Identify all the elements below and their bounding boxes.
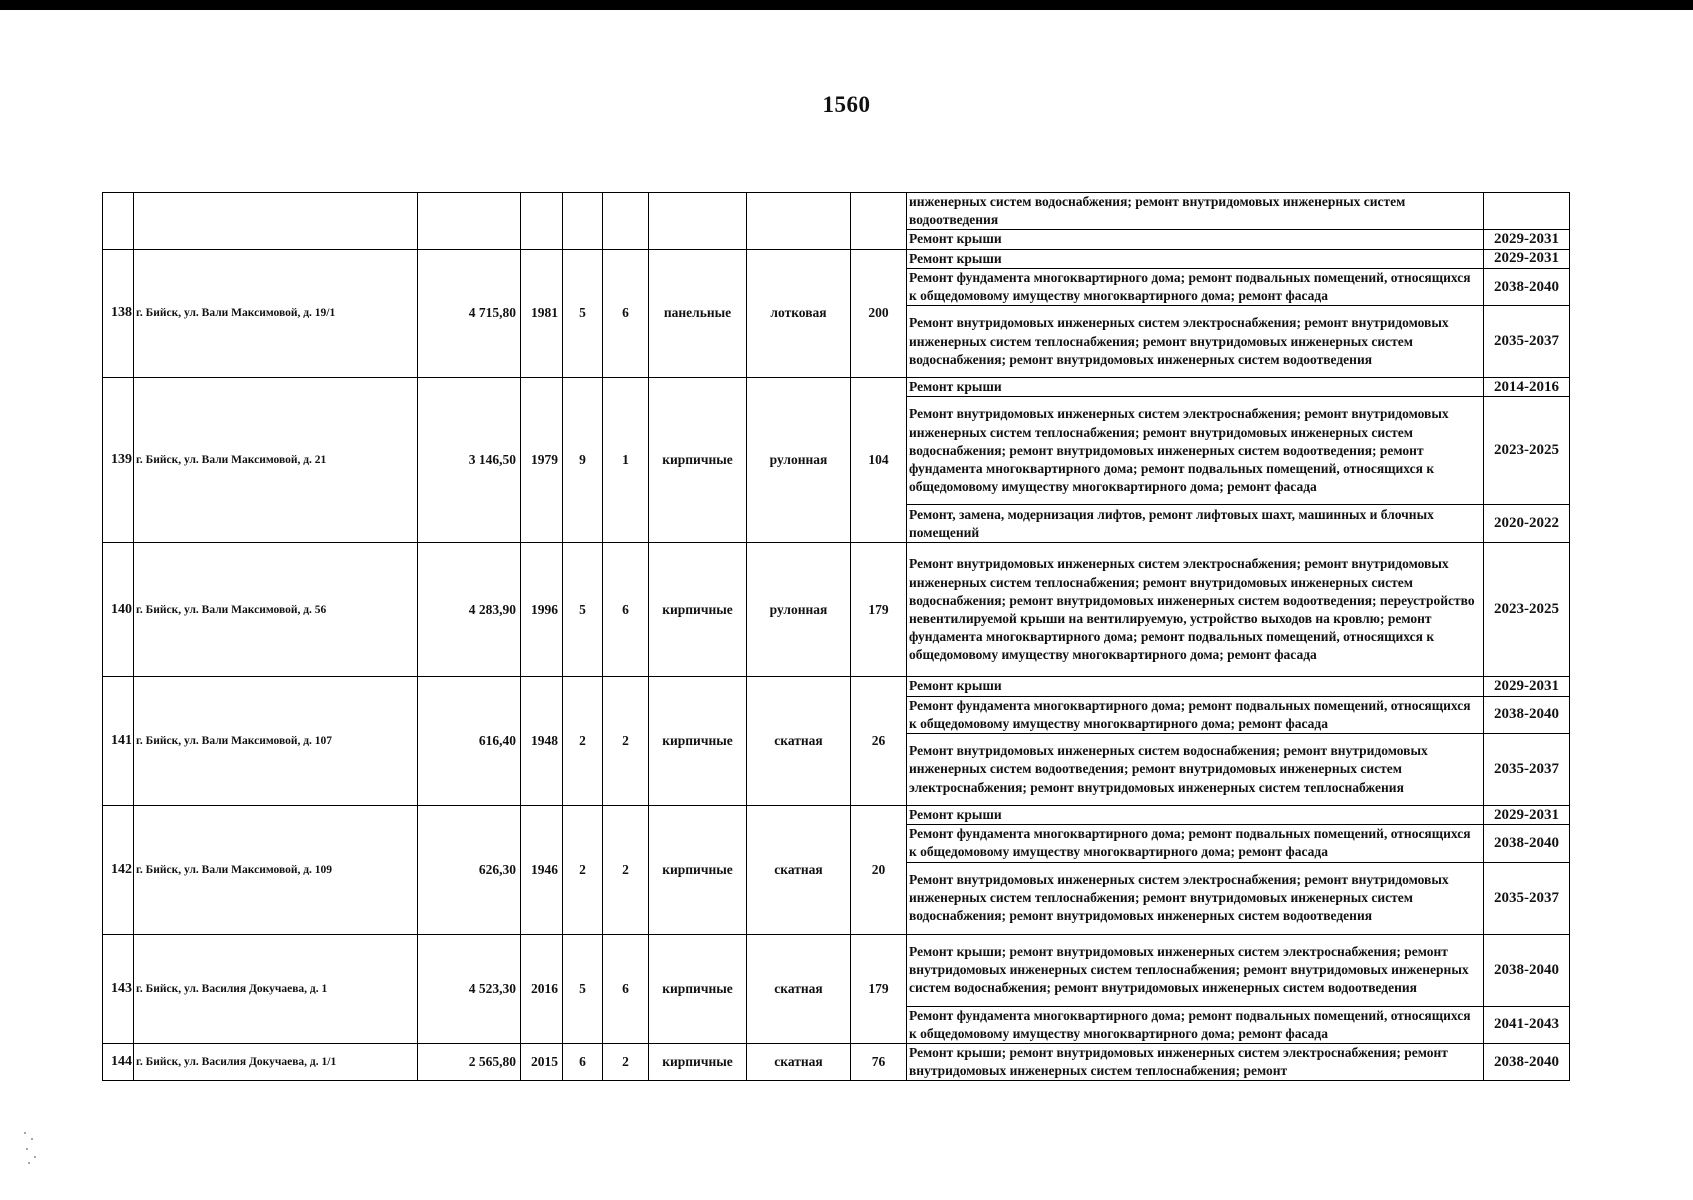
repair-work-description: Ремонт внутридомовых инженерных систем электроснабжения; ремонт внутридомовых инженерных систем теплоснабжения; ремонт внутридомовых инженерных систем водоснабжения; ремонт внутридомовых инженерных систем водоотведения; переустройство невентилируемой крыши на вентилируемую, устройство выходов на кровлю; ремонт фундамента многоквартирного дома; ремонт подвальных помещений, относящихся к общедомовому имуществу многоквартирного дома; ремонт фасада (907, 543, 1484, 677)
building-address: г. Бийск, ул. Василия Докучаева, д. 1 (134, 934, 418, 1043)
row-number: 143 (103, 934, 134, 1043)
repair-period: 2038-2040 (1484, 825, 1570, 862)
repair-period: 2020-2022 (1484, 505, 1570, 543)
roof-type: рулонная (747, 378, 851, 543)
repair-work-description: Ремонт фундамента многоквартирного дома; ремонт подвальных помещений, относящихся к общедомовому имуществу многоквартирного дома; ремонт фасада (907, 696, 1484, 733)
repair-period (1484, 193, 1570, 230)
total-area: 4 523,30 (418, 934, 521, 1043)
repair-work-description: Ремонт крыши (907, 806, 1484, 825)
housing-repair-register-table (102, 192, 1570, 1081)
entrance-count: 6 (603, 249, 649, 378)
total-area: 4 715,80 (418, 249, 521, 378)
year-built: 1996 (521, 543, 563, 677)
resident-count: 76 (851, 1044, 907, 1081)
repair-work-description: Ремонт крыши (907, 677, 1484, 696)
row-number: 142 (103, 806, 134, 935)
row-number: 139 (103, 378, 134, 543)
continuation-empty-address (134, 193, 418, 250)
repair-period: 2041-2043 (1484, 1006, 1570, 1043)
wall-material: кирпичные (649, 378, 747, 543)
repair-period: 2035-2037 (1484, 862, 1570, 934)
page-number: 1560 (822, 92, 871, 117)
scan-speckle (22, 1130, 42, 1170)
continuation-empty-floors (563, 193, 603, 250)
table-row (103, 677, 1570, 696)
continuation-empty-residents (851, 193, 907, 250)
floor-count: 2 (563, 806, 603, 935)
wall-material: панельные (649, 249, 747, 378)
total-area: 3 146,50 (418, 378, 521, 543)
building-address: г. Бийск, ул. Вали Максимовой, д. 19/1 (134, 249, 418, 378)
scan-top-border (0, 0, 1693, 10)
wall-material: кирпичные (649, 543, 747, 677)
roof-type: скатная (747, 1044, 851, 1081)
repair-period: 2014-2016 (1484, 378, 1570, 397)
repair-work-description: Ремонт внутридомовых инженерных систем электроснабжения; ремонт внутридомовых инженерных систем теплоснабжения; ремонт внутридомовых инженерных систем водоснабжения; ремонт внутридомовых инженерных систем водоотведения; ремонт фундамента многоквартирного дома; ремонт подвальных помещений, относящихся к общедомовому имуществу многоквартирного дома; ремонт фасада (907, 397, 1484, 505)
building-address: г. Бийск, ул. Вали Максимовой, д. 109 (134, 806, 418, 935)
entrance-count: 6 (603, 934, 649, 1043)
resident-count: 104 (851, 378, 907, 543)
repair-period: 2029-2031 (1484, 677, 1570, 696)
repair-period: 2038-2040 (1484, 268, 1570, 305)
row-number: 141 (103, 677, 134, 806)
repair-period: 2038-2040 (1484, 696, 1570, 733)
building-address: г. Бийск, ул. Вали Максимовой, д. 21 (134, 378, 418, 543)
resident-count: 200 (851, 249, 907, 378)
repair-period: 2023-2025 (1484, 543, 1570, 677)
wall-material: кирпичные (649, 934, 747, 1043)
table-row (103, 934, 1570, 1006)
year-built: 1981 (521, 249, 563, 378)
row-number: 144 (103, 1044, 134, 1081)
register-body (103, 193, 1570, 1081)
table-row (103, 543, 1570, 677)
building-address: г. Бийск, ул. Вали Максимовой, д. 107 (134, 677, 418, 806)
row-number: 140 (103, 543, 134, 677)
building-address: г. Бийск, ул. Василия Докучаева, д. 1/1 (134, 1044, 418, 1081)
wall-material: кирпичные (649, 1044, 747, 1081)
entrance-count: 2 (603, 1044, 649, 1081)
resident-count: 179 (851, 543, 907, 677)
floor-count: 9 (563, 378, 603, 543)
table-row (103, 806, 1570, 825)
floor-count: 6 (563, 1044, 603, 1081)
repair-work-description: Ремонт крыши (907, 249, 1484, 268)
repair-work-description: Ремонт внутридомовых инженерных систем электроснабжения; ремонт внутридомовых инженерных систем теплоснабжения; ремонт внутридомовых инженерных систем водоснабжения; ремонт внутридомовых инженерных систем водоотведения (907, 306, 1484, 378)
entrance-count: 1 (603, 378, 649, 543)
continuation-empty-area (418, 193, 521, 250)
floor-count: 2 (563, 677, 603, 806)
repair-work-description: инженерных систем водоснабжения; ремонт внутридомовых инженерных систем водоотведения (907, 193, 1484, 230)
repair-period: 2035-2037 (1484, 306, 1570, 378)
floor-count: 5 (563, 249, 603, 378)
total-area: 616,40 (418, 677, 521, 806)
continuation-empty-walls (649, 193, 747, 250)
repair-work-description: Ремонт крыши; ремонт внутридомовых инженерных систем электроснабжения; ремонт внутридомовых инженерных систем теплоснабжения; ремонт (907, 1044, 1484, 1081)
building-address: г. Бийск, ул. Вали Максимовой, д. 56 (134, 543, 418, 677)
roof-type: скатная (747, 677, 851, 806)
repair-work-description: Ремонт крыши (907, 378, 1484, 397)
repair-work-description: Ремонт фундамента многоквартирного дома; ремонт подвальных помещений, относящихся к общедомовому имуществу многоквартирного дома; ремонт фасада (907, 268, 1484, 305)
resident-count: 179 (851, 934, 907, 1043)
repair-work-description: Ремонт внутридомовых инженерных систем электроснабжения; ремонт внутридомовых инженерных систем теплоснабжения; ремонт внутридомовых инженерных систем водоснабжения; ремонт внутридомовых инженерных систем водоотведения (907, 862, 1484, 934)
repair-period: 2038-2040 (1484, 1044, 1570, 1081)
repair-period: 2029-2031 (1484, 249, 1570, 268)
repair-work-description: Ремонт крыши; ремонт внутридомовых инженерных систем электроснабжения; ремонт внутридомовых инженерных систем теплоснабжения; ремонт внутридомовых инженерных систем водоснабжения; ремонт внутридомовых инженерных систем водоотведения (907, 934, 1484, 1006)
entrance-count: 2 (603, 806, 649, 935)
roof-type: рулонная (747, 543, 851, 677)
total-area: 4 283,90 (418, 543, 521, 677)
resident-count: 26 (851, 677, 907, 806)
repair-work-description: Ремонт фундамента многоквартирного дома; ремонт подвальных помещений, относящихся к общедомовому имуществу многоквартирного дома; ремонт фасада (907, 825, 1484, 862)
entrance-count: 6 (603, 543, 649, 677)
repair-work-description: Ремонт внутридомовых инженерных систем водоснабжения; ремонт внутридомовых инженерных систем водоотведения; ремонт внутридомовых инженерных систем электроснабжения; ремонт внутридомовых инженерных систем теплоснабжения (907, 734, 1484, 806)
entrance-count: 2 (603, 677, 649, 806)
resident-count: 20 (851, 806, 907, 935)
repair-work-description: Ремонт, замена, модернизация лифтов, ремонт лифтовых шахт, машинных и блочных помещений (907, 505, 1484, 543)
continuation-empty-entrances (603, 193, 649, 250)
repair-period: 2035-2037 (1484, 734, 1570, 806)
year-built: 2016 (521, 934, 563, 1043)
year-built: 1946 (521, 806, 563, 935)
roof-type: скатная (747, 806, 851, 935)
continuation-empty-roof (747, 193, 851, 250)
year-built: 2015 (521, 1044, 563, 1081)
total-area: 2 565,80 (418, 1044, 521, 1081)
wall-material: кирпичные (649, 677, 747, 806)
repair-work-description: Ремонт крыши (907, 230, 1484, 249)
repair-work-description: Ремонт фундамента многоквартирного дома; ремонт подвальных помещений, относящихся к общедомовому имуществу многоквартирного дома; ремонт фасада (907, 1006, 1484, 1043)
total-area: 626,30 (418, 806, 521, 935)
roof-type: лотковая (747, 249, 851, 378)
row-number: 138 (103, 249, 134, 378)
wall-material: кирпичные (649, 806, 747, 935)
repair-period: 2029-2031 (1484, 806, 1570, 825)
repair-period: 2038-2040 (1484, 934, 1570, 1006)
continuation-empty-num (103, 193, 134, 250)
year-built: 1948 (521, 677, 563, 806)
continuation-empty-year (521, 193, 563, 250)
repair-period: 2029-2031 (1484, 230, 1570, 249)
table-row (103, 1044, 1570, 1081)
continuation-row (103, 193, 1570, 230)
table-row (103, 249, 1570, 268)
floor-count: 5 (563, 543, 603, 677)
year-built: 1979 (521, 378, 563, 543)
floor-count: 5 (563, 934, 603, 1043)
repair-period: 2023-2025 (1484, 397, 1570, 505)
roof-type: скатная (747, 934, 851, 1043)
table-row (103, 378, 1570, 397)
